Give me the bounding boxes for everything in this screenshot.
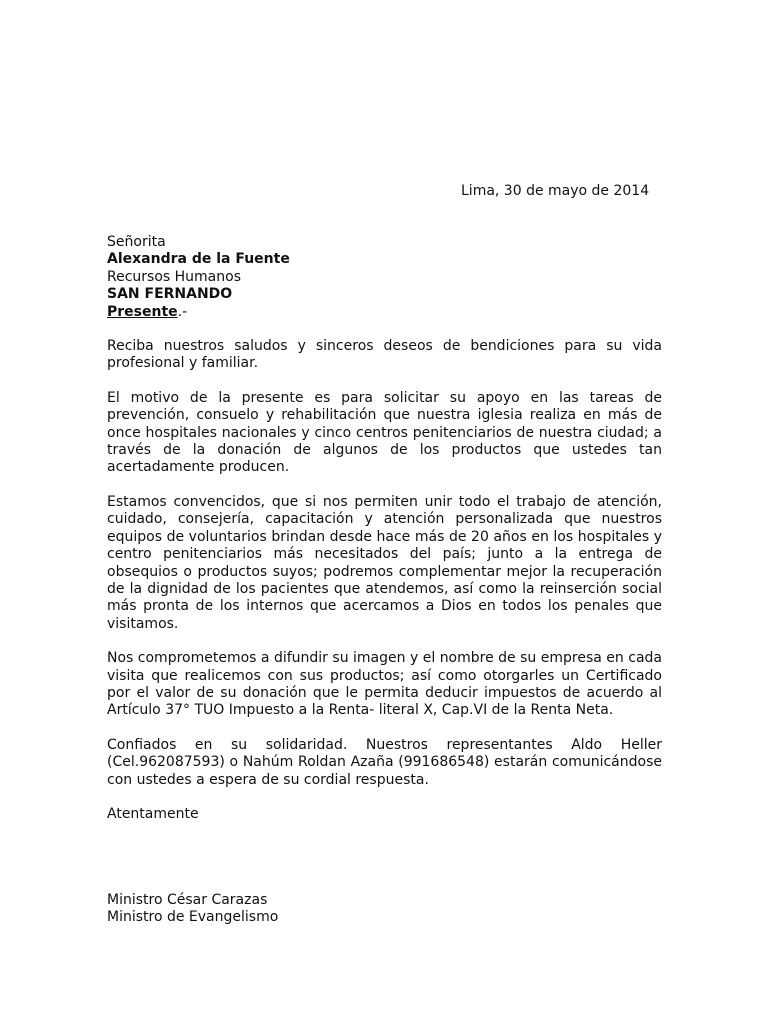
paragraph-contacts: Confiados en su solidaridad. Nuestros representantes Aldo Heller (Cel.962087593) o Nahúm Roldan Azaña (991686548) estarán comunicándose con ustedes a espera de su cordial respuesta. [107, 736, 662, 788]
signature-title: Ministro de Evangelismo [107, 909, 279, 926]
addressee-name: Alexandra de la Fuente [107, 251, 290, 268]
signature-name: Ministro César Carazas [107, 892, 268, 908]
addressee-block [107, 234, 662, 321]
addressee-salutation: Señorita [107, 234, 166, 250]
addressee-presente-line [107, 304, 662, 321]
closing-text: Atentamente [107, 805, 199, 822]
paragraph-greeting: Reciba nuestros saludos y sinceros deseos de bendiciones para su vida profesional y familiar. [107, 338, 662, 372]
addressee-presente: Presente [107, 303, 178, 320]
addressee-presente-suffix: .- [177, 303, 188, 320]
paragraph-purpose: El motivo de la presente es para solicitar su apoyo en las tareas de prevención, consuelo y rehabilitación que nuestra iglesia realiza en más de once hospitales nacionales y cinco centros penitenciarios de nuestra ciudad; a través de la donación de algunos de los productos que ustedes tan acertadamente producen. [107, 389, 662, 476]
addressee-department: Recursos Humanos [107, 268, 241, 285]
paragraph-commitment: Nos comprometemos a difundir su imagen y el nombre de su empresa en cada visita que realicemos con sus productos; así como otorgarles un Certificado por el valor de su donación que le permita deducir impuestos de acuerdo al Artículo 37° TUO Impuesto a la Renta- literal X, Cap.VI de la Renta Neta. [107, 650, 662, 719]
addressee-company: SAN FERNANDO [107, 286, 233, 303]
signature-block [107, 892, 278, 927]
letter-date: Lima, 30 de mayo de 2014 [461, 183, 650, 199]
paragraph-conviction: Estamos convencidos, que si nos permiten unir todo el trabajo de atención, cuidado, consejería, capacitación y atención personalizada que nuestros equipos de voluntarios brindan desde hace más de 20 años en los hospitales y centro penitenciarios más necesitados del país; junto a la entrega de obsequios o productos suyos; podremos complementar mejor la recuperación de la dignidad de los pacientes que atendemos, así como la reinserción social más pronta de los internos que acercamos a Dios en todos los penales que visitamos. [107, 493, 662, 632]
letter-body [107, 234, 662, 823]
